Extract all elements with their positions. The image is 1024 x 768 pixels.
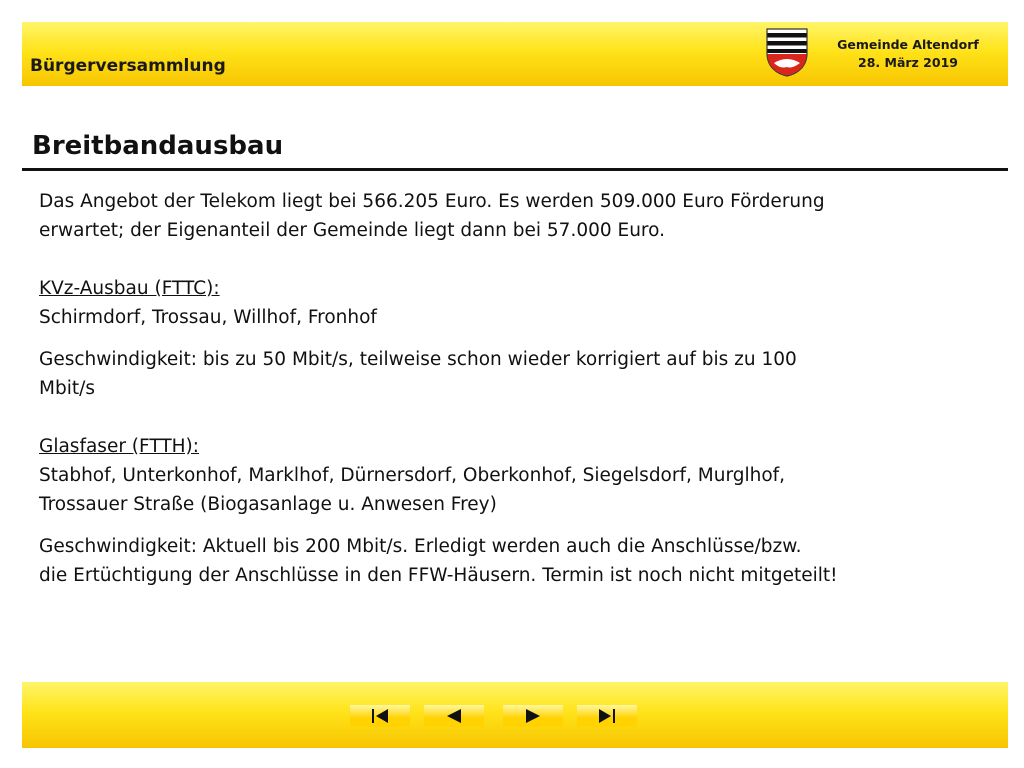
kvz-places: Schirmdorf, Trossau, Willhof, Fronhof bbox=[39, 307, 377, 328]
title-divider bbox=[22, 168, 1008, 171]
previous-slide-button[interactable] bbox=[424, 705, 484, 727]
spacer bbox=[39, 403, 939, 432]
kvz-speed-line-1: Geschwindigkeit: bis zu 50 Mbit/s, teilweise schon wieder korrigiert auf bis zu 100 bbox=[39, 349, 797, 370]
slide-title: Breitbandausbau bbox=[32, 131, 284, 161]
kvz-speed-line-2: Mbit/s bbox=[39, 378, 95, 399]
organization-info bbox=[828, 36, 988, 72]
spacer bbox=[39, 519, 939, 532]
ftth-speed-line-1: Geschwindigkeit: Aktuell bis 200 Mbit/s. Erledigt werden auch die Anschlüsse/bzw. bbox=[39, 536, 802, 557]
coat-of-arms-icon bbox=[764, 27, 810, 77]
ftth-places-line-1: Stabhof, Unterkonhof, Marklhof, Dürnersdorf, Oberkonhof, Siegelsdorf, Murglhof, bbox=[39, 465, 786, 486]
last-slide-button[interactable] bbox=[577, 705, 637, 727]
last-slide-icon bbox=[598, 709, 616, 723]
ftth-heading: Glasfaser (FTTH): bbox=[39, 436, 199, 457]
ftth-speed-line-2: die Ertüchtigung der Anschlüsse in den FFW-Häusern. Termin ist noch nicht mitgeteilt! bbox=[39, 565, 838, 586]
event-title: Bürgerversammlung bbox=[30, 56, 226, 76]
presentation-date: 28. März 2019 bbox=[858, 55, 958, 70]
next-slide-icon bbox=[525, 709, 541, 723]
first-slide-button[interactable] bbox=[350, 705, 410, 727]
intro-line-2: erwartet; der Eigenanteil der Gemeinde liegt dann bei 57.000 Euro. bbox=[39, 220, 666, 241]
ftth-places-line-2: Trossauer Straße (Biogasanlage u. Anwesen Frey) bbox=[39, 494, 497, 515]
previous-slide-icon bbox=[446, 709, 462, 723]
next-slide-button[interactable] bbox=[503, 705, 563, 727]
slide-content bbox=[39, 187, 939, 590]
organization-name: Gemeinde Altendorf bbox=[837, 37, 979, 52]
first-slide-icon bbox=[371, 709, 389, 723]
kvz-heading: KVz-Ausbau (FTTC): bbox=[39, 278, 220, 299]
spacer bbox=[39, 245, 939, 274]
intro-line-1: Das Angebot der Telekom liegt bei 566.205 Euro. Es werden 509.000 Euro Förderung bbox=[39, 191, 825, 212]
spacer bbox=[39, 332, 939, 345]
